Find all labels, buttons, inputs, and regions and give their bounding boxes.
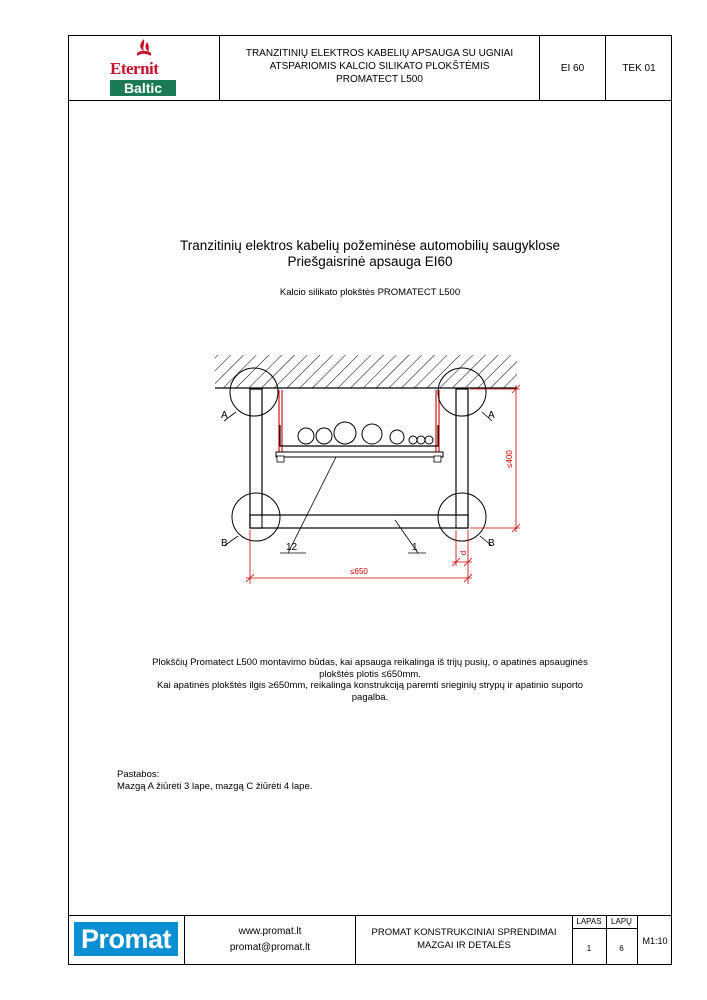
cable [417, 436, 425, 444]
drawing-code: TEK 01 [622, 63, 656, 74]
drawing-title-line: Tranzitinių elektros kabelių požeminėse automobilių saugyklose [180, 238, 560, 253]
dimension-thickness [452, 530, 472, 566]
label-dim-height: ≤400 [505, 450, 514, 468]
cable [334, 422, 356, 444]
footer-web: www.promat.lt [238, 926, 302, 937]
nut-left [277, 456, 284, 462]
sheets-label: LAPŲ [611, 917, 632, 926]
footer-sheet-header-line [572, 928, 637, 929]
notes [117, 769, 312, 793]
support-profile [276, 452, 443, 457]
footer-email: promat@promat.lt [229, 942, 311, 953]
nut-right [434, 456, 441, 462]
label-dim-thickness: d [459, 550, 468, 556]
description-line: Plokščių Promatect L500 montavimo būdas, kai apsauga reikalinga iš trijų pusių, o apatinės apsauginės [152, 657, 588, 668]
leader-callout-12 [288, 457, 336, 553]
cable [425, 436, 433, 444]
description-line: Kai apatinės plokštės ilgis ≥650mm, reikalinga konstrukciją paremti srieginių strypų ir apatinio suporto [156, 680, 584, 691]
footer-top-line [68, 915, 672, 916]
header-title-line: PROMATECT L500 [336, 74, 423, 85]
footer-divider-1 [184, 915, 185, 965]
notes-heading: Pastabos: [117, 769, 160, 780]
label-detail-b-right: B [488, 538, 495, 549]
cable [316, 428, 332, 444]
cable [362, 424, 382, 444]
drawing-title-line: Priešgaisrinė apsauga EI60 [287, 254, 453, 269]
ceiling-hatch [215, 355, 517, 388]
fire-rating: EI 60 [560, 63, 585, 74]
cables [298, 422, 433, 444]
label-detail-b-left: B [221, 538, 228, 549]
footer-title-line: MAZGAI IR DETALĖS [417, 940, 511, 951]
cable [298, 428, 314, 444]
sheet-number: 1 [586, 944, 592, 953]
header-title-line: TRANZITINIŲ ELEKTROS KABELIŲ APSAUGA SU UGNIAI [245, 48, 514, 59]
right-board [456, 389, 468, 528]
footer-title-line: PROMAT KONSTRUKCINIAI SPRENDIMAI [371, 927, 557, 938]
installation-description [110, 657, 630, 703]
bottom-board [250, 515, 468, 528]
description-line: plokštės plotis ≤650mm. [319, 668, 421, 680]
label-detail-a-left: A [221, 410, 228, 421]
sheet-label: LAPAS [576, 917, 602, 926]
notes-text: Mazgą A žiūrėti 3 lape, mazgą C žiūrėti 4 lape. [117, 781, 313, 792]
left-board [250, 389, 262, 528]
label-callout-12: 12 [286, 542, 298, 553]
drawing-scale: M1:10 [642, 936, 668, 946]
sheet-total: 6 [619, 944, 624, 953]
label-detail-a-right: A [488, 410, 495, 421]
header-title-line: ATSPARIOMIS KALCIO SILIKATO PLOKŠTĖMIS [269, 61, 490, 72]
logo-word-eternit: Eternit [110, 59, 159, 78]
promat-logo: Promat [74, 922, 178, 956]
cable [390, 430, 404, 444]
label-dim-width: ≤650 [350, 567, 368, 576]
label-callout-1: 1 [412, 542, 418, 553]
logo-word-baltic: Baltic [110, 80, 176, 96]
cable [409, 436, 417, 444]
description-line: pagalba. [351, 691, 389, 703]
drawing-subtitle: Kalcio silikato plokštės PROMATECT L500 [279, 287, 461, 298]
